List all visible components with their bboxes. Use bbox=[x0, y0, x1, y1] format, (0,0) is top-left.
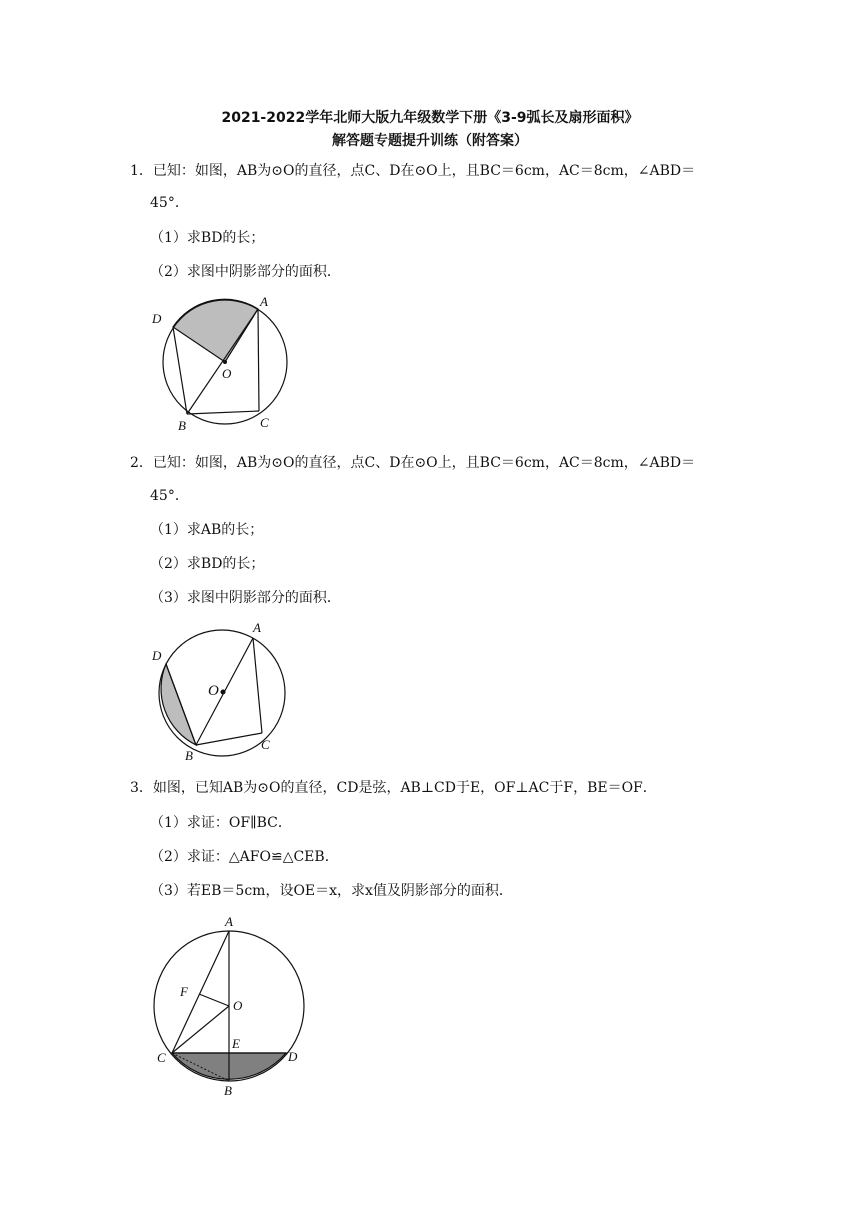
q3-part2: （2）求证：△AFO≌△CEB． bbox=[150, 849, 339, 865]
q2-chord-bc bbox=[196, 733, 262, 745]
q1-part2: （2）求图中阴影部分的面积． bbox=[150, 264, 341, 280]
doc-title-line2: 解答题专题提升训练（附答案） bbox=[332, 133, 528, 149]
q1-label-d: D bbox=[152, 311, 162, 326]
q3-label-f: F bbox=[180, 984, 188, 999]
q2-part1: （1）求AB的长； bbox=[150, 522, 264, 538]
doc-title-line1: 2021-2022学年北师大版九年级数学下册《3-9弧长及扇形面积》 bbox=[221, 110, 639, 126]
q1-shaded-sector bbox=[173, 299, 258, 362]
q3-stem-line1: 3．如图，已知AB为⊙O的直径，CD是弦，AB⊥CD于E，OF⊥AC于F，BE＝OF． bbox=[130, 780, 657, 796]
q1-label-c: C bbox=[260, 415, 269, 430]
q3-part3: （3）若EB＝5cm，设OE＝x，求x值及阴影部分的面积． bbox=[150, 883, 513, 899]
q2-figure bbox=[140, 615, 310, 765]
q3-label-e: E bbox=[232, 1036, 240, 1051]
q1-chord-ac bbox=[258, 309, 259, 411]
q2-chord-ac bbox=[253, 638, 262, 733]
q1-stem-line1: 1．已知：如图，AB为⊙O的直径，点C、D在⊙O上，且BC＝6cm，AC＝8cm，∠ABD＝ bbox=[130, 163, 696, 179]
q2-label-d: D bbox=[152, 648, 162, 663]
q1-figure bbox=[140, 290, 310, 440]
q1-label-o: O bbox=[222, 366, 232, 381]
q2-center-dot bbox=[221, 690, 226, 695]
q2-stem-line2: 45°． bbox=[150, 488, 189, 504]
q1-label-b: B bbox=[178, 418, 186, 433]
q1-center-dot bbox=[223, 360, 227, 364]
q3-segment-of bbox=[199, 994, 229, 1006]
q1-stem-line2: 45°． bbox=[150, 195, 189, 211]
q3-part1: （1）求证：OF∥BC． bbox=[150, 815, 292, 831]
q3-label-o: O bbox=[233, 998, 243, 1013]
q3-label-b: B bbox=[224, 1083, 232, 1098]
q1-chord-bd bbox=[173, 327, 187, 414]
q1-chord-bc bbox=[187, 411, 259, 414]
q2-stem-line1: 2．已知：如图，AB为⊙O的直径，点C、D在⊙O上，且BC＝6cm，AC＝8cm，∠ABD＝ bbox=[130, 455, 696, 471]
q1-part1: （1）求BD的长； bbox=[150, 230, 265, 246]
q2-part3: （3）求图中阴影部分的面积． bbox=[150, 590, 341, 606]
q3-label-a: A bbox=[225, 914, 233, 929]
q3-segment-oc bbox=[172, 1006, 229, 1053]
q3-label-d: D bbox=[288, 1049, 298, 1064]
q2-shaded-segment bbox=[161, 664, 196, 745]
q3-figure bbox=[140, 912, 320, 1102]
q2-part2: （2）求BD的长； bbox=[150, 556, 265, 572]
q2-label-c: C bbox=[261, 737, 270, 752]
q2-label-a: A bbox=[253, 620, 261, 635]
q3-label-c: C bbox=[157, 1050, 166, 1065]
q2-label-o: O bbox=[208, 683, 219, 699]
q2-label-b: B bbox=[185, 748, 193, 763]
q1-label-a: A bbox=[260, 294, 268, 309]
